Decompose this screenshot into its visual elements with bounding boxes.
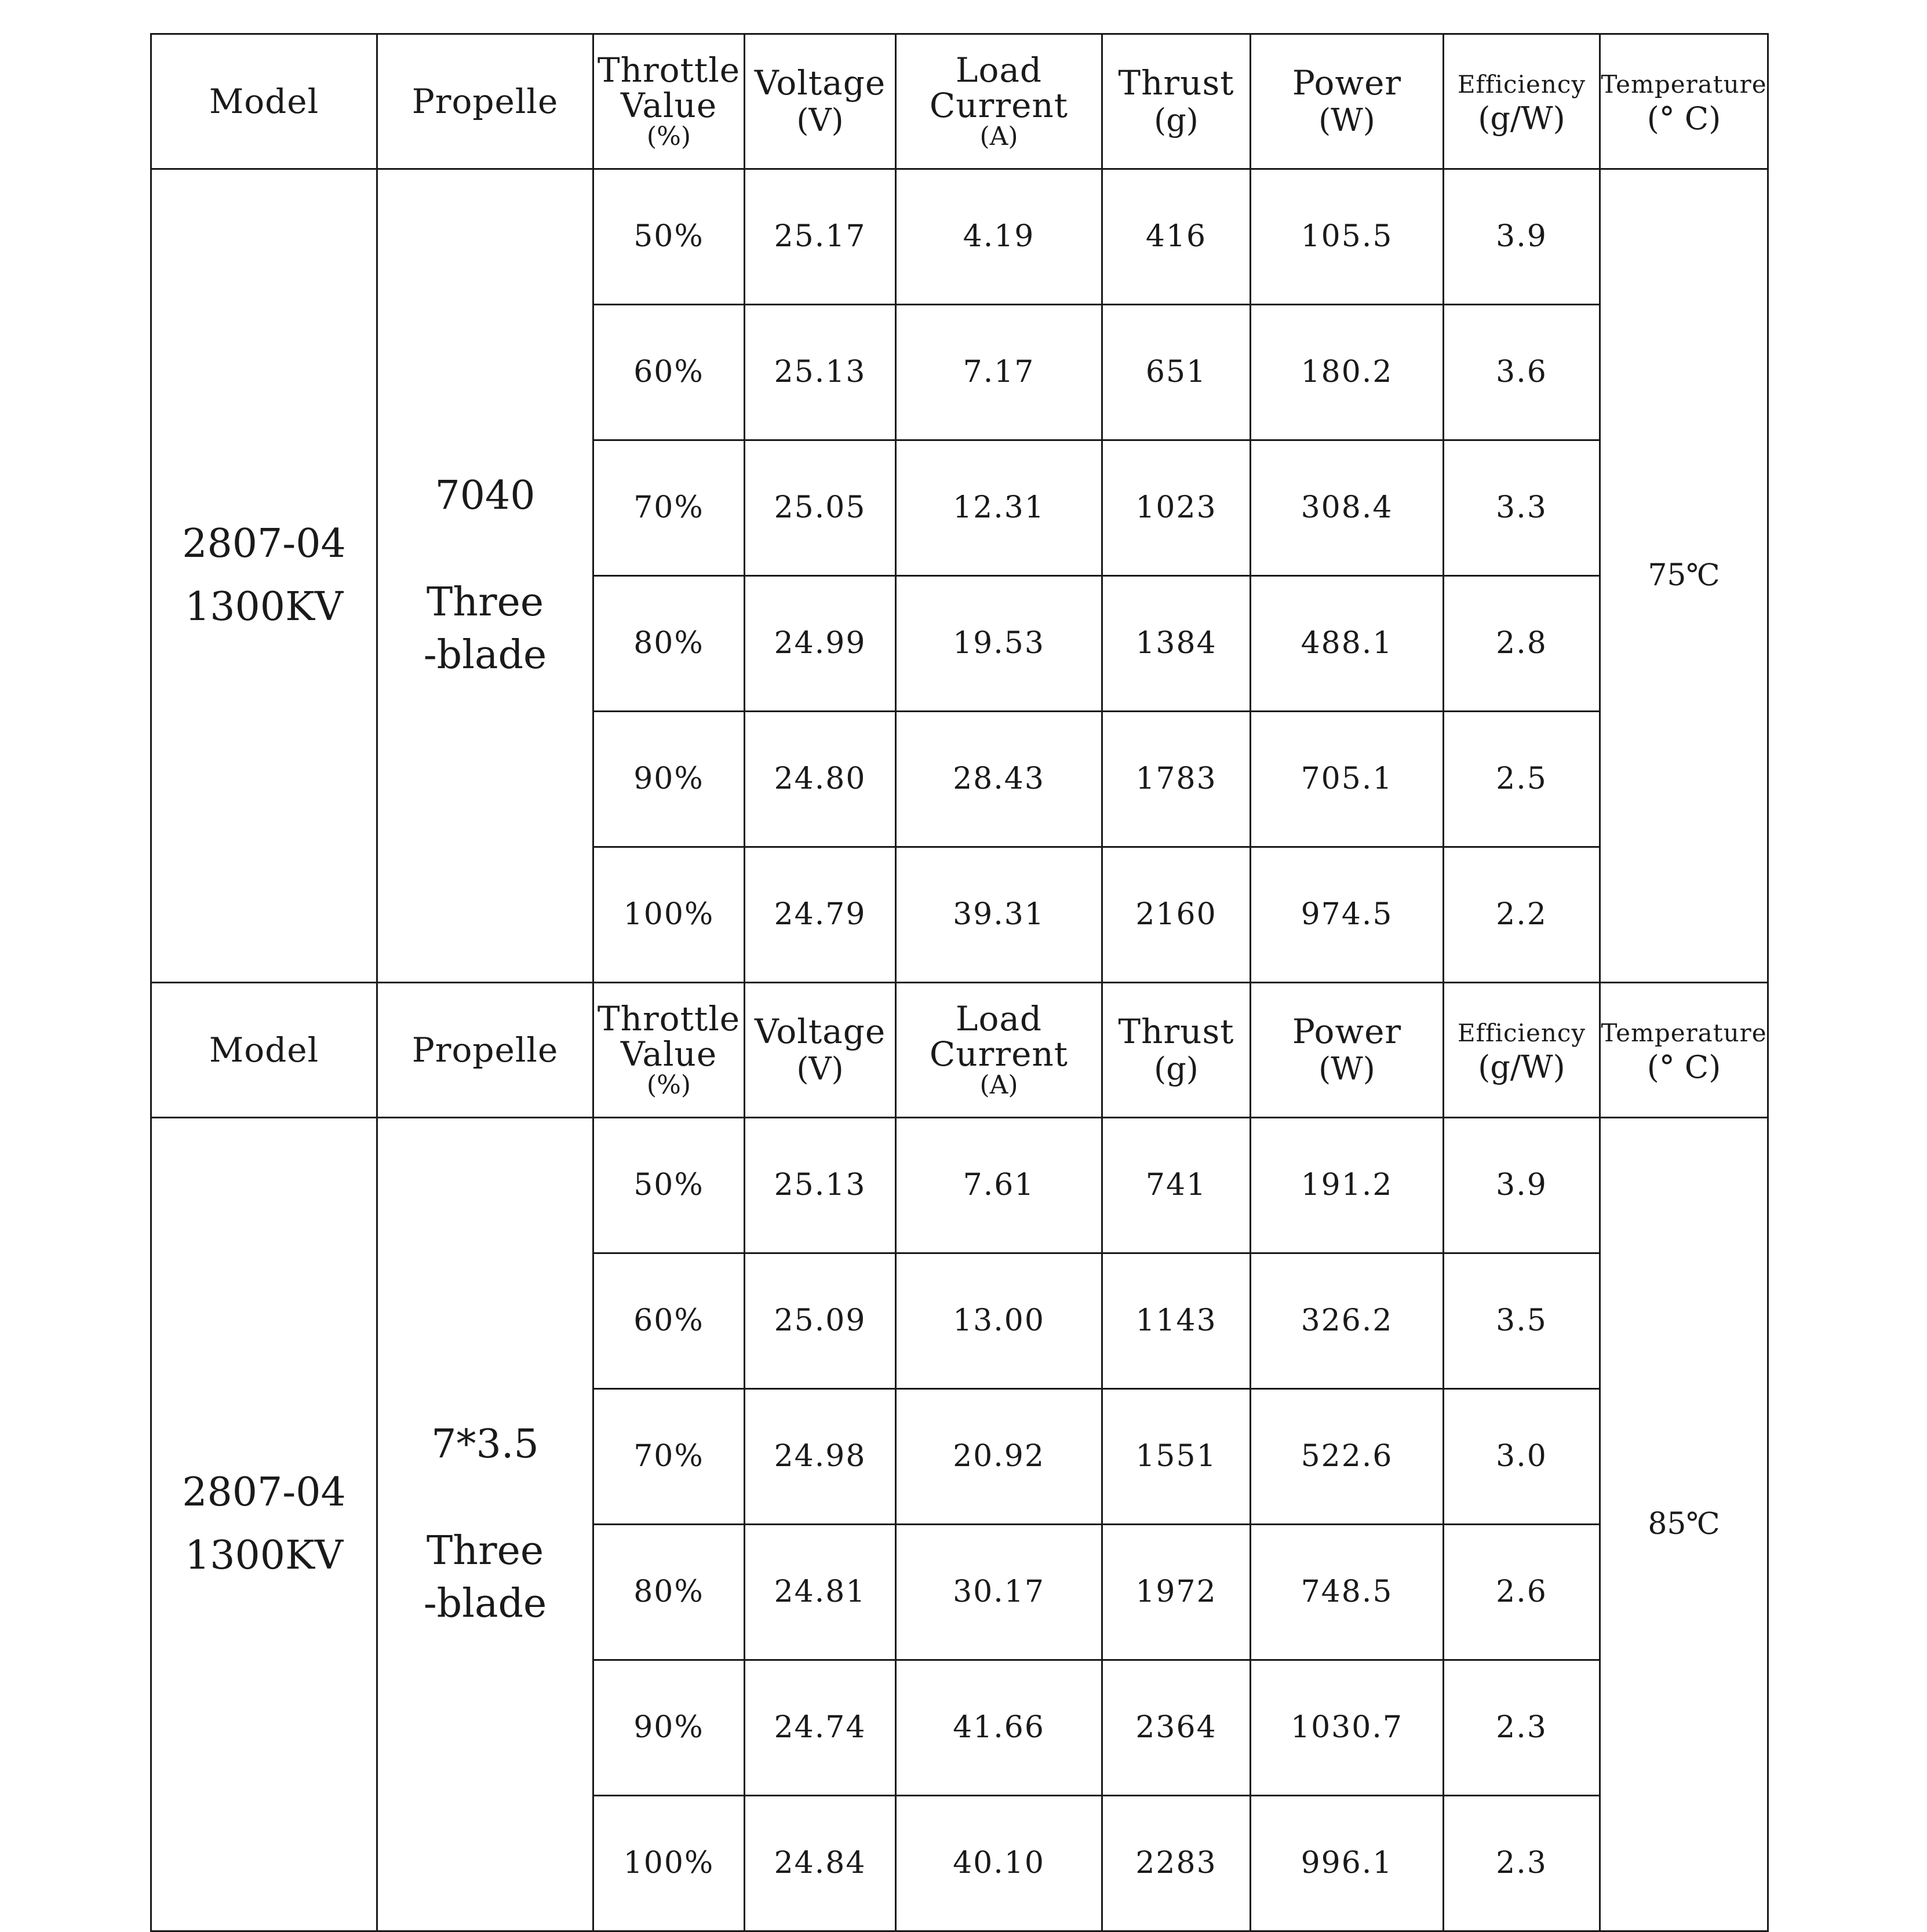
header-efficiency xyxy=(1444,983,1600,1118)
header-current xyxy=(896,34,1102,169)
header-voltage-label: Voltage xyxy=(754,63,886,103)
efficiency-cell: 2.3 xyxy=(1444,1796,1600,1931)
header-propeller-label: Propelle xyxy=(411,81,559,121)
efficiency-cell: 2.5 xyxy=(1444,712,1600,847)
current-cell: 30.17 xyxy=(896,1525,1102,1660)
header-temperature-unit: (° C) xyxy=(1646,1048,1721,1085)
current-cell: 4.19 xyxy=(896,169,1102,305)
header-model-label: Model xyxy=(209,1030,319,1070)
header-efficiency-unit: (g/W) xyxy=(1478,1048,1565,1085)
efficiency-cell: 2.6 xyxy=(1444,1525,1600,1660)
header-voltage xyxy=(745,34,896,169)
current-cell: 39.31 xyxy=(896,847,1102,983)
efficiency-cell: 3.6 xyxy=(1444,305,1600,440)
header-current-label: Load xyxy=(955,999,1043,1039)
thrust-cell: 741 xyxy=(1102,1118,1251,1253)
throttle-cell: 60% xyxy=(593,1253,745,1389)
table-row xyxy=(151,1118,1768,1253)
header-propeller-label: Propelle xyxy=(411,1030,559,1070)
thrust-cell: 1143 xyxy=(1102,1253,1251,1389)
thrust-cell: 1023 xyxy=(1102,440,1251,576)
current-cell: 19.53 xyxy=(896,576,1102,712)
header-current-unit: (A) xyxy=(979,121,1018,151)
propeller-type: Three xyxy=(426,579,544,625)
motor-test-table xyxy=(150,33,1769,1932)
thrust-cell: 1384 xyxy=(1102,576,1251,712)
current-cell: 28.43 xyxy=(896,712,1102,847)
header-throttle-label-2: Value xyxy=(620,85,717,125)
header-current-unit: (A) xyxy=(979,1070,1018,1100)
header-efficiency-label: Efficiency xyxy=(1457,70,1586,99)
header-voltage-unit: (V) xyxy=(796,1051,844,1088)
header-temperature-label: Temperature xyxy=(1601,70,1767,99)
header-efficiency-unit: (g/W) xyxy=(1478,100,1565,137)
header-power-label: Power xyxy=(1292,1012,1402,1052)
header-power-unit: (W) xyxy=(1318,102,1375,139)
header-propeller xyxy=(377,983,593,1118)
efficiency-cell: 3.3 xyxy=(1444,440,1600,576)
header-thrust-unit: (g) xyxy=(1154,102,1199,139)
power-cell: 326.2 xyxy=(1251,1253,1444,1389)
header-throttle-unit: (%) xyxy=(646,121,691,151)
header-thrust-unit: (g) xyxy=(1154,1051,1199,1088)
voltage-cell: 24.74 xyxy=(745,1660,896,1796)
thrust-cell: 2364 xyxy=(1102,1660,1251,1796)
header-thrust xyxy=(1102,983,1251,1118)
header-throttle xyxy=(593,983,745,1118)
header-throttle-label: Throttle xyxy=(597,999,741,1039)
header-power xyxy=(1251,34,1444,169)
throttle-cell: 70% xyxy=(593,1389,745,1525)
voltage-cell: 25.05 xyxy=(745,440,896,576)
throttle-cell: 50% xyxy=(593,1118,745,1253)
efficiency-cell: 2.8 xyxy=(1444,576,1600,712)
propeller-size: 7040 xyxy=(435,472,536,519)
throttle-cell: 80% xyxy=(593,1525,745,1660)
voltage-cell: 25.13 xyxy=(745,1118,896,1253)
throttle-cell: 90% xyxy=(593,1660,745,1796)
efficiency-cell: 2.3 xyxy=(1444,1660,1600,1796)
header-thrust xyxy=(1102,34,1251,169)
efficiency-cell: 3.9 xyxy=(1444,169,1600,305)
voltage-cell: 24.98 xyxy=(745,1389,896,1525)
header-model xyxy=(151,34,377,169)
voltage-cell: 24.79 xyxy=(745,847,896,983)
power-cell: 748.5 xyxy=(1251,1525,1444,1660)
header-throttle xyxy=(593,34,745,169)
header-model xyxy=(151,983,377,1118)
header-current xyxy=(896,983,1102,1118)
propeller-cell xyxy=(377,169,593,983)
power-cell: 522.6 xyxy=(1251,1389,1444,1525)
header-voltage-label: Voltage xyxy=(754,1012,886,1052)
efficiency-cell: 3.9 xyxy=(1444,1118,1600,1253)
current-cell: 41.66 xyxy=(896,1660,1102,1796)
temperature-cell: 75℃ xyxy=(1600,169,1768,983)
voltage-cell: 24.80 xyxy=(745,712,896,847)
propeller-type: Three xyxy=(426,1528,544,1574)
header-throttle-label-2: Value xyxy=(620,1034,717,1074)
throttle-cell: 90% xyxy=(593,712,745,847)
current-cell: 20.92 xyxy=(896,1389,1102,1525)
header-temperature-label: Temperature xyxy=(1601,1019,1767,1048)
header-power-unit: (W) xyxy=(1318,1051,1375,1088)
thrust-cell: 1972 xyxy=(1102,1525,1251,1660)
header-current-label: Load xyxy=(955,50,1043,90)
header-thrust-label: Thrust xyxy=(1118,63,1234,103)
power-cell: 1030.7 xyxy=(1251,1660,1444,1796)
temperature-cell: 85℃ xyxy=(1600,1118,1768,1931)
propeller-size: 7*3.5 xyxy=(431,1421,539,1467)
model-name: 2807-04 xyxy=(182,520,346,567)
voltage-cell: 25.13 xyxy=(745,305,896,440)
current-cell: 13.00 xyxy=(896,1253,1102,1389)
efficiency-cell: 3.5 xyxy=(1444,1253,1600,1389)
thrust-cell: 1783 xyxy=(1102,712,1251,847)
thrust-cell: 2160 xyxy=(1102,847,1251,983)
throttle-cell: 60% xyxy=(593,305,745,440)
header-row xyxy=(151,34,1768,169)
model-cell xyxy=(151,1118,377,1931)
model-cell xyxy=(151,169,377,983)
header-propeller xyxy=(377,34,593,169)
header-thrust-label: Thrust xyxy=(1118,1012,1234,1052)
header-throttle-label: Throttle xyxy=(597,50,741,90)
header-power xyxy=(1251,983,1444,1118)
thrust-cell: 2283 xyxy=(1102,1796,1251,1931)
efficiency-cell: 2.2 xyxy=(1444,847,1600,983)
power-cell: 974.5 xyxy=(1251,847,1444,983)
thrust-cell: 1551 xyxy=(1102,1389,1251,1525)
power-cell: 308.4 xyxy=(1251,440,1444,576)
header-temperature xyxy=(1600,983,1768,1118)
current-cell: 7.17 xyxy=(896,305,1102,440)
header-voltage xyxy=(745,983,896,1118)
throttle-cell: 100% xyxy=(593,847,745,983)
header-temperature-unit: (° C) xyxy=(1646,100,1721,137)
power-cell: 705.1 xyxy=(1251,712,1444,847)
throttle-cell: 50% xyxy=(593,169,745,305)
model-kv: 1300KV xyxy=(185,1532,343,1579)
voltage-cell: 24.84 xyxy=(745,1796,896,1931)
current-cell: 40.10 xyxy=(896,1796,1102,1931)
header-voltage-unit: (V) xyxy=(796,102,844,139)
table-row xyxy=(151,169,1768,305)
header-efficiency-label: Efficiency xyxy=(1457,1019,1586,1048)
thrust-cell: 651 xyxy=(1102,305,1251,440)
power-cell: 488.1 xyxy=(1251,576,1444,712)
propeller-type-2: -blade xyxy=(423,1581,547,1627)
power-cell: 191.2 xyxy=(1251,1118,1444,1253)
current-cell: 12.31 xyxy=(896,440,1102,576)
header-row xyxy=(151,983,1768,1118)
header-current-label-2: Current xyxy=(929,1034,1069,1074)
model-name: 2807-04 xyxy=(182,1469,346,1515)
header-power-label: Power xyxy=(1292,63,1402,103)
power-cell: 105.5 xyxy=(1251,169,1444,305)
header-current-label-2: Current xyxy=(929,85,1069,125)
voltage-cell: 25.09 xyxy=(745,1253,896,1389)
voltage-cell: 24.99 xyxy=(745,576,896,712)
voltage-cell: 25.17 xyxy=(745,169,896,305)
header-efficiency xyxy=(1444,34,1600,169)
header-model-label: Model xyxy=(209,81,319,121)
header-throttle-unit: (%) xyxy=(646,1070,691,1100)
throttle-cell: 80% xyxy=(593,576,745,712)
thrust-cell: 416 xyxy=(1102,169,1251,305)
throttle-cell: 100% xyxy=(593,1796,745,1931)
propeller-cell xyxy=(377,1118,593,1931)
throttle-cell: 70% xyxy=(593,440,745,576)
efficiency-cell: 3.0 xyxy=(1444,1389,1600,1525)
header-temperature xyxy=(1600,34,1768,169)
propeller-type-2: -blade xyxy=(423,632,547,679)
current-cell: 7.61 xyxy=(896,1118,1102,1253)
model-kv: 1300KV xyxy=(185,584,343,630)
voltage-cell: 24.81 xyxy=(745,1525,896,1660)
power-cell: 996.1 xyxy=(1251,1796,1444,1931)
power-cell: 180.2 xyxy=(1251,305,1444,440)
